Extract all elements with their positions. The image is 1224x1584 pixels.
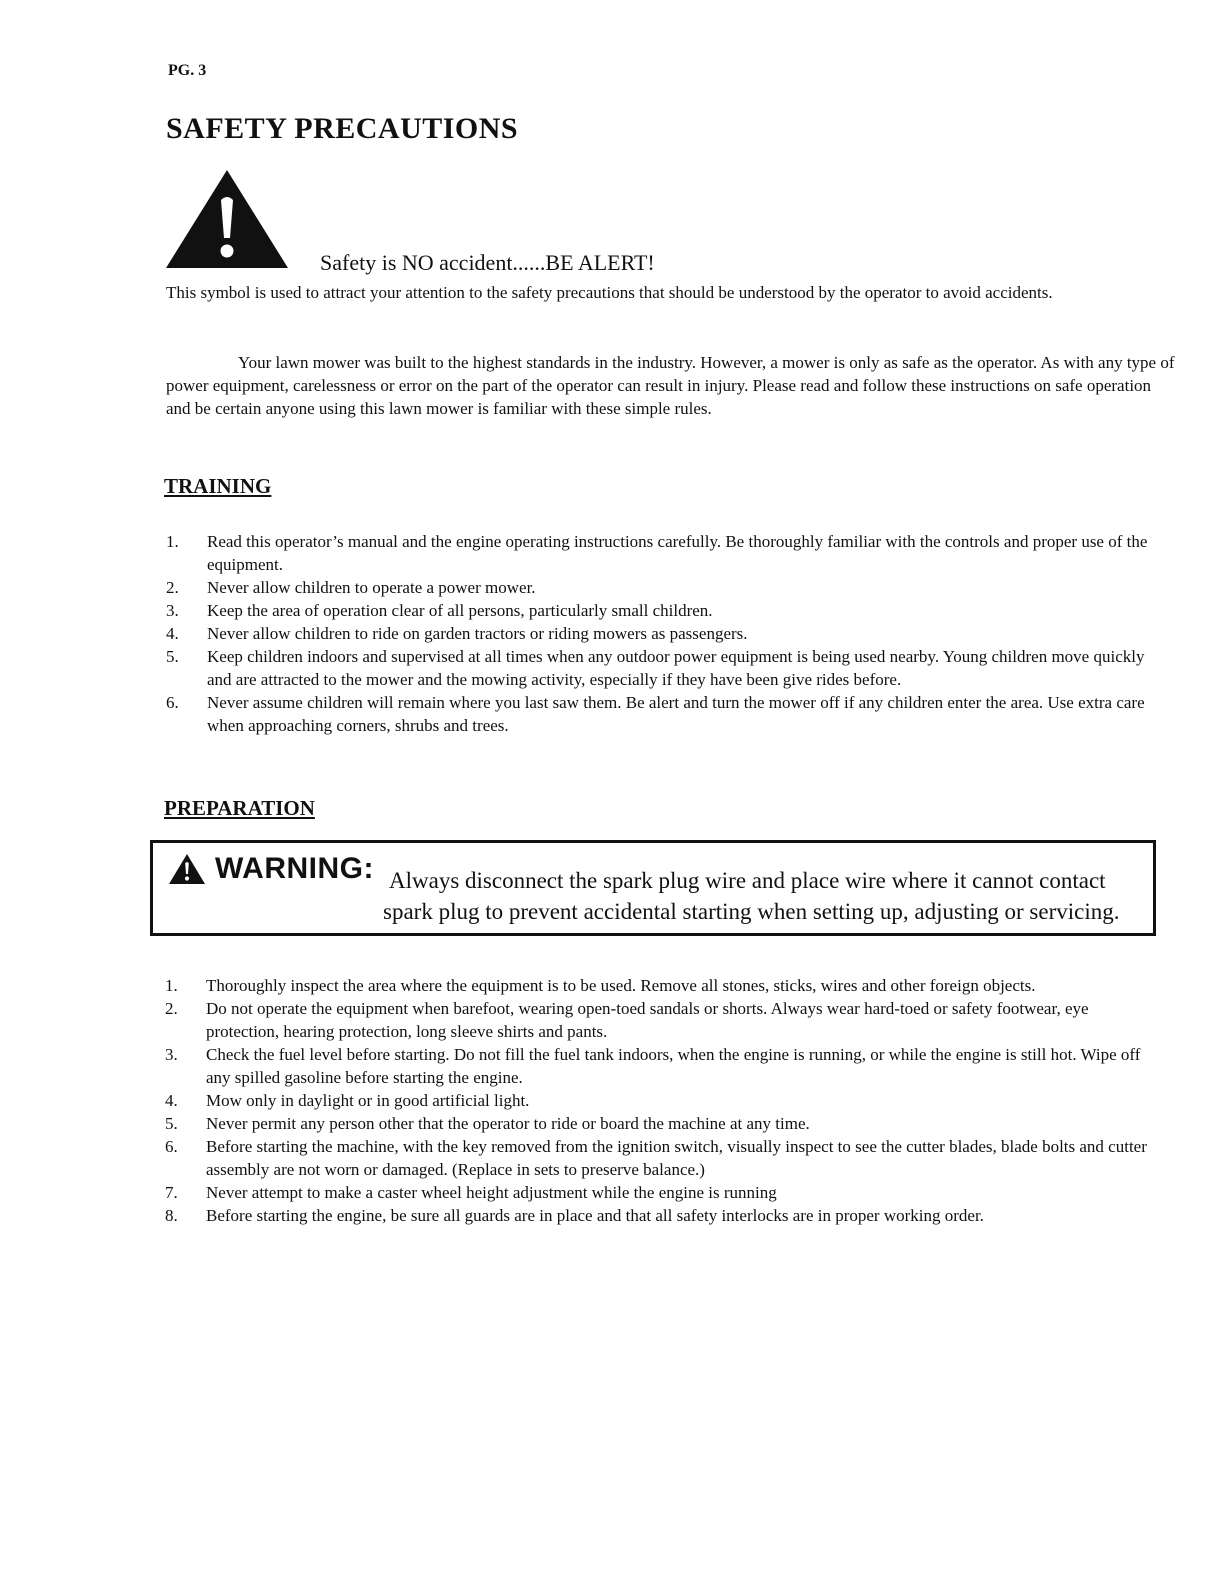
- warning-triangle-icon: [168, 853, 206, 885]
- intro-text: Your lawn mower was built to the highest standards in the industry. However, a mower is only as safe as the operator. As with any type of power equipment, carelessness or error on the part of the operator can result in injury. Please read and follow these instructions on safe operation and be certain anyone using this lawn mower is familiar with these simple rules.: [166, 353, 1175, 418]
- warning-text: [383, 865, 1159, 927]
- item-number: 4.: [166, 624, 179, 643]
- preparation-list: [165, 974, 1165, 1227]
- item-number: 5.: [166, 647, 179, 666]
- list-item: [165, 1089, 1165, 1112]
- warning-triangle-icon: [164, 168, 290, 272]
- item-number: 1.: [166, 532, 179, 551]
- item-text: Check the fuel level before starting. Do not fill the fuel tank indoors, when the engine is running, or while the engine is still hot. Wipe off any spilled gasoline before starting the engine.: [206, 1045, 1141, 1087]
- warning-line-2: spark plug to prevent accidental starting when setting up, adjusting or servicing.: [383, 899, 1120, 924]
- safety-tagline: Safety is NO accident......BE ALERT!: [320, 250, 655, 275]
- list-item: [166, 576, 1166, 599]
- item-text: Never attempt to make a caster wheel height adjustment while the engine is running: [206, 1183, 777, 1202]
- list-item: [165, 1181, 1165, 1204]
- page-title: SAFETY PRECAUTIONS: [166, 112, 519, 145]
- list-item: [165, 1043, 1165, 1089]
- list-item: [165, 1135, 1165, 1181]
- list-item: [166, 599, 1166, 622]
- item-text: Never assume children will remain where you last saw them. Be alert and turn the mower off if any children enter the area. Use extra care when approaching corners, shrubs and trees.: [207, 693, 1145, 735]
- item-text: Thoroughly inspect the area where the equipment is to be used. Remove all stones, sticks, wires and other foreign objects.: [206, 976, 1036, 995]
- item-number: 2.: [166, 578, 179, 597]
- list-item: [165, 1112, 1165, 1135]
- item-text: Keep the area of operation clear of all persons, particularly small children.: [207, 601, 713, 620]
- item-text: Never allow children to ride on garden tractors or riding mowers as passengers.: [207, 624, 748, 643]
- item-text: Read this operator’s manual and the engine operating instructions carefully. Be thoroughly familiar with the controls and proper use of the equipment.: [207, 532, 1148, 574]
- list-item: [165, 997, 1165, 1043]
- item-number: 1.: [165, 976, 178, 995]
- list-item: [166, 691, 1166, 737]
- list-item: [165, 1204, 1165, 1227]
- item-text: Before starting the engine, be sure all guards are in place and that all safety interlocks are in proper working order.: [206, 1206, 984, 1225]
- item-number: 3.: [166, 601, 179, 620]
- symbol-explanation: This symbol is used to attract your attention to the safety precautions that should be understood by the operator to avoid accidents.: [166, 283, 1053, 302]
- item-number: 6.: [166, 693, 179, 712]
- item-number: 4.: [165, 1091, 178, 1110]
- item-number: 5.: [165, 1114, 178, 1133]
- item-text: Never permit any person other that the operator to ride or board the machine at any time.: [206, 1114, 810, 1133]
- warning-line-1: Always disconnect the spark plug wire and place wire where it cannot contact: [389, 868, 1106, 893]
- item-number: 2.: [165, 999, 178, 1018]
- item-number: 7.: [165, 1183, 178, 1202]
- list-item: [166, 622, 1166, 645]
- item-text: Do not operate the equipment when barefoot, wearing open-toed sandals or shorts. Always wear hard-toed or safety footwear, eye protection, hearing protection, long sleeve shirts and pants.: [206, 999, 1089, 1041]
- item-text: Before starting the machine, with the key removed from the ignition switch, visually inspect to see the cutter blades, blade bolts and cutter assembly are not worn or damaged. (Replace in sets to preserve balance.): [206, 1137, 1147, 1179]
- list-item: [166, 645, 1166, 691]
- preparation-heading: PREPARATION: [164, 796, 315, 820]
- intro-paragraph: [166, 351, 1176, 420]
- item-text: Keep children indoors and supervised at all times when any outdoor power equipment is being used nearby. Young children move quickly and are attracted to the mower and the mowing activity, especially if they have been give rides before.: [207, 647, 1145, 689]
- item-number: 6.: [165, 1137, 178, 1156]
- list-item: [165, 974, 1165, 997]
- item-number: 3.: [165, 1045, 178, 1064]
- item-text: Mow only in daylight or in good artificial light.: [206, 1091, 530, 1110]
- list-item: [166, 530, 1166, 576]
- warning-label: WARNING:: [215, 852, 374, 885]
- item-text: Never allow children to operate a power mower.: [207, 578, 536, 597]
- item-number: 8.: [165, 1206, 178, 1225]
- warning-box: [150, 840, 1156, 936]
- training-list: [166, 530, 1166, 737]
- page-number: PG. 3: [168, 62, 207, 79]
- training-heading: TRAINING: [164, 474, 272, 498]
